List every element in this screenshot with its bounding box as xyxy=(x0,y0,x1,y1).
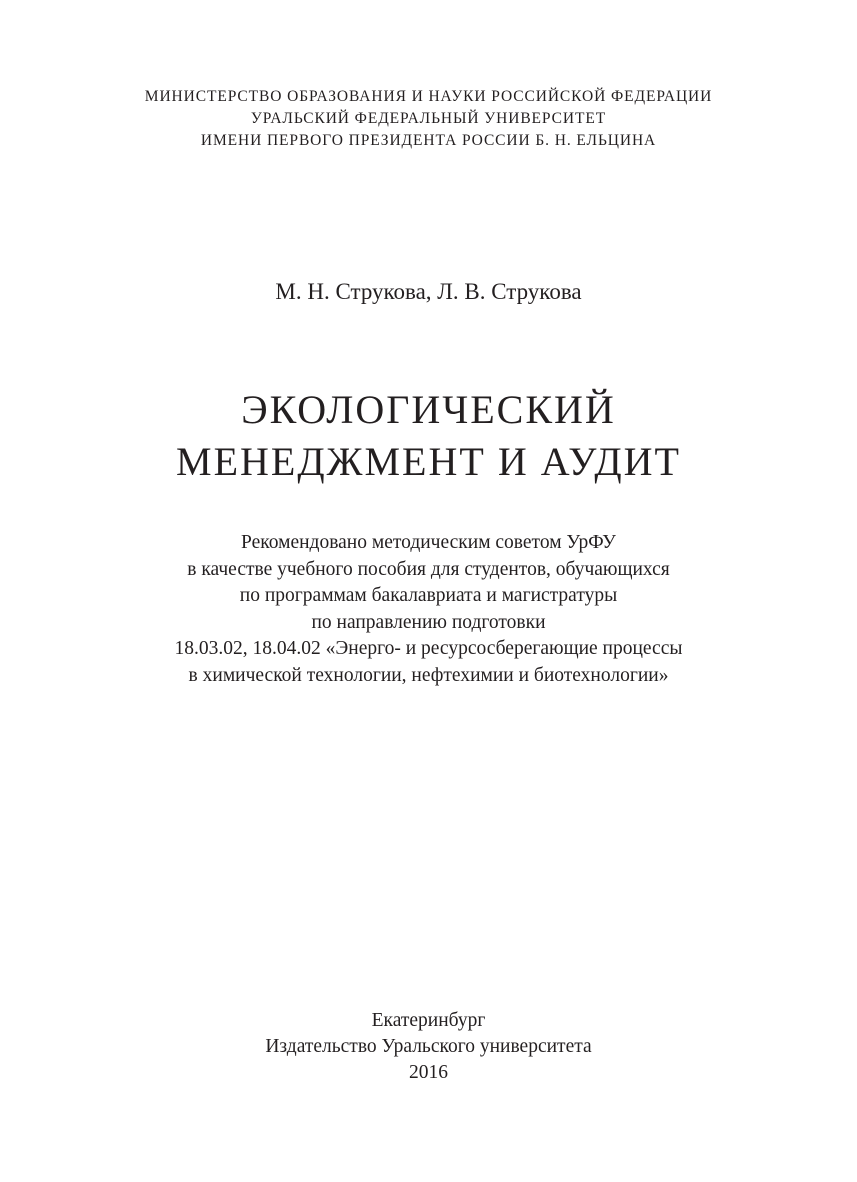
university-name-line: ИМЕНИ ПЕРВОГО ПРЕЗИДЕНТА РОССИИ Б. Н. ЕЛЬЦИНА xyxy=(200,132,657,149)
ministry-header xyxy=(0,86,857,152)
recommendation-line: по программам бакалавриата и магистратуры xyxy=(239,585,618,606)
imprint-year: 2016 xyxy=(409,1062,448,1083)
title-line-1: ЭКОЛОГИЧЕСКИЙ xyxy=(241,387,616,432)
imprint-city: Екатеринбург xyxy=(371,1010,486,1031)
recommendation-line: в качестве учебного пособия для студентов, обучающихся xyxy=(187,558,670,580)
imprint-publisher: Издательство Уральского университета xyxy=(265,1036,592,1057)
title-line-2: МЕНЕДЖМЕНТ И АУДИТ xyxy=(176,439,681,484)
authors: М. Н. Струкова, Л. В. Струкова xyxy=(275,279,582,304)
book-title xyxy=(0,384,857,488)
recommendation-line: 18.03.02, 18.04.02 «Энерго- и ресурсосберегающие процессы xyxy=(174,638,683,659)
recommendation-line: в химической технологии, нефтехимии и биотехнологии» xyxy=(188,664,669,686)
imprint xyxy=(0,1008,857,1086)
university-line: УРАЛЬСКИЙ ФЕДЕРАЛЬНЫЙ УНИВЕРСИТЕТ xyxy=(250,110,607,127)
recommendation-line: по направлению подготовки xyxy=(311,611,546,633)
recommendation-line: Рекомендовано методическим советом УрФУ xyxy=(241,532,616,553)
ministry-line: МИНИСТЕРСТВО ОБРАЗОВАНИЯ И НАУКИ РОССИЙСКОЙ ФЕДЕРАЦИИ xyxy=(144,88,713,105)
recommendation-text xyxy=(0,530,857,689)
